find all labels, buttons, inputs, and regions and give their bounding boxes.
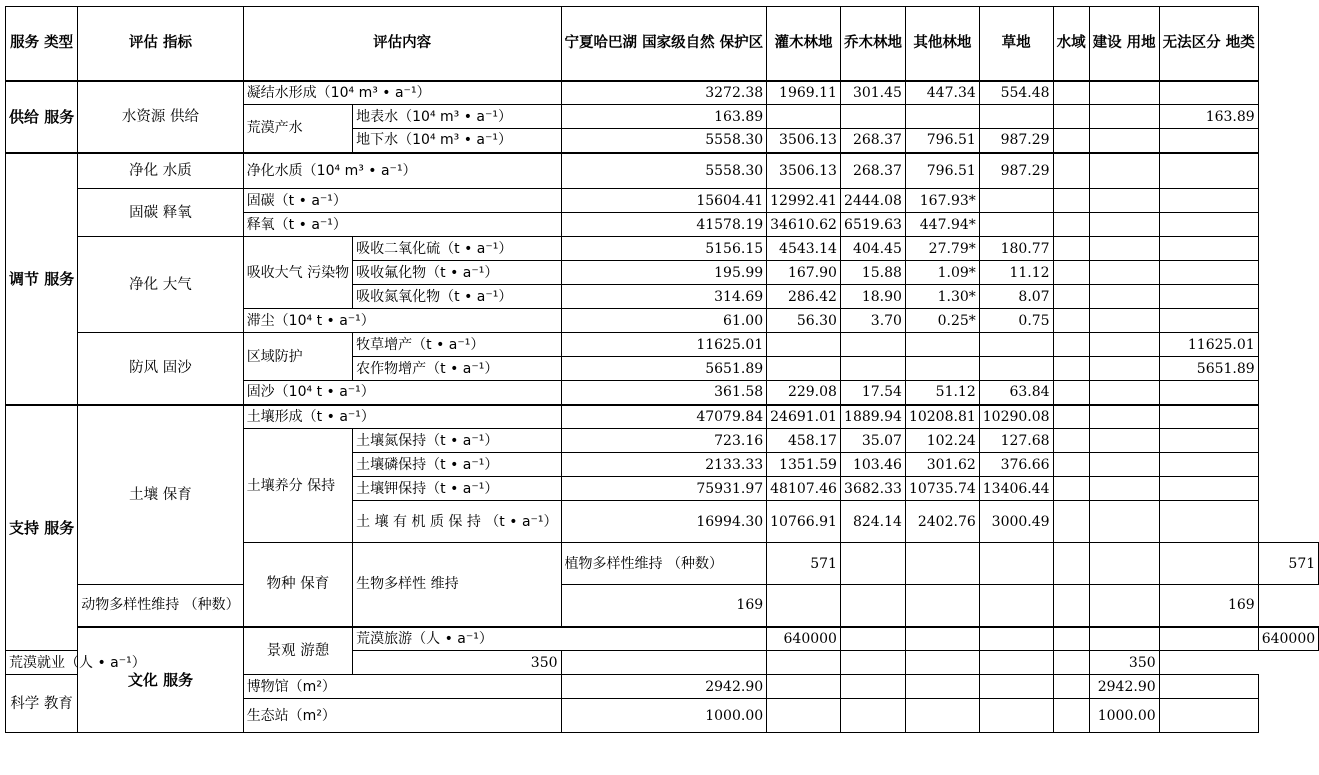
row-label-pasture: 牧草增产（t • a⁻¹） <box>353 333 561 357</box>
value-unclassified: 640000 <box>1258 627 1318 651</box>
value-shrub <box>840 543 905 585</box>
value-unclassified: 350 <box>1089 651 1159 675</box>
value-reserve: 169 <box>561 585 767 627</box>
value-unclassified <box>1159 189 1258 213</box>
value-reserve: 5156.15 <box>561 237 767 261</box>
value-shrub <box>767 675 841 699</box>
service-culture: 文化 服务 <box>78 627 243 733</box>
row-label-soilform: 土壤形成（t • a⁻¹） <box>243 405 561 429</box>
value-reserve: 3272.38 <box>561 81 767 105</box>
value-construction <box>1089 285 1159 309</box>
value-shrub: 167.90 <box>767 261 841 285</box>
value-forest: 15.88 <box>840 261 905 285</box>
value-unclassified: 5651.89 <box>1159 357 1258 381</box>
group-desert-water: 荒漠产水 <box>243 105 352 153</box>
value-water <box>979 651 1053 675</box>
value-forest <box>840 333 905 357</box>
value-forest: 2444.08 <box>840 189 905 213</box>
value-grass: 63.84 <box>979 381 1053 405</box>
row-label-crop: 农作物增产（t • a⁻¹） <box>353 357 561 381</box>
value-shrub <box>767 699 841 733</box>
value-forest <box>840 699 905 733</box>
group-regional-protection: 区域防护 <box>243 333 352 381</box>
row-label-nitrogen: 土壤氮保持（t • a⁻¹） <box>353 429 561 453</box>
value-grass <box>979 699 1053 733</box>
value-shrub: 3506.13 <box>767 153 841 189</box>
value-shrub <box>767 333 841 357</box>
value-shrub <box>767 357 841 381</box>
value-reserve: 2942.90 <box>561 675 767 699</box>
row-label-condense: 凝结水形成（10⁴ m³ • a⁻¹） <box>243 81 561 105</box>
value-grass <box>979 333 1053 357</box>
value-construction <box>1089 129 1159 153</box>
indicator-windbreak: 防风 固沙 <box>78 333 243 405</box>
value-other-forest <box>905 585 979 627</box>
value-forest: 6519.63 <box>840 213 905 237</box>
value-grass <box>905 651 979 675</box>
value-other-forest <box>905 675 979 699</box>
value-other-forest: 1.30* <box>905 285 979 309</box>
indicator-water-purify: 净化 水质 <box>78 153 243 189</box>
value-reserve: 11625.01 <box>561 333 767 357</box>
row-label-employ: 荒漠就业（人 • a⁻¹） <box>6 651 244 675</box>
value-reserve: 61.00 <box>561 309 767 333</box>
value-construction <box>1089 213 1159 237</box>
value-other-forest <box>840 651 905 675</box>
value-reserve: 47079.84 <box>561 405 767 429</box>
header-grass: 草地 <box>979 7 1053 81</box>
value-reserve: 2133.33 <box>561 453 767 477</box>
value-water <box>1053 357 1089 381</box>
value-other-forest <box>979 543 1053 585</box>
value-grass: 11.12 <box>979 261 1053 285</box>
value-water <box>1053 381 1089 405</box>
value-forest: 824.14 <box>840 501 905 543</box>
value-construction <box>1089 501 1159 543</box>
header-reserve: 宁夏哈巴湖 国家级自然 保护区 <box>561 7 767 81</box>
value-water <box>1053 309 1089 333</box>
value-unclassified <box>1159 501 1258 543</box>
value-grass: 554.48 <box>979 81 1053 105</box>
value-reserve: 361.58 <box>561 381 767 405</box>
value-construction <box>1089 405 1159 429</box>
value-construction <box>1159 543 1258 585</box>
value-other-forest: 796.51 <box>905 153 979 189</box>
row-label-station: 生态站（m²） <box>243 699 561 733</box>
value-construction <box>1089 357 1159 381</box>
value-grass: 13406.44 <box>979 477 1053 501</box>
value-other-forest <box>905 333 979 357</box>
header-unclassified: 无法区分 地类 <box>1159 7 1258 81</box>
row-label-nox: 吸收氮氧化物（t • a⁻¹） <box>353 285 561 309</box>
value-construction: 2942.90 <box>1089 675 1159 699</box>
value-unclassified <box>1159 309 1258 333</box>
header-service-type: 服务 类型 <box>6 7 78 81</box>
value-unclassified <box>1159 405 1258 429</box>
service-support: 支持 服务 <box>6 405 78 651</box>
value-other-forest: 10735.74 <box>905 477 979 501</box>
value-grass <box>1053 627 1089 651</box>
header-construction: 建设 用地 <box>1089 7 1159 81</box>
value-shrub: 229.08 <box>767 381 841 405</box>
table-row <box>6 333 1319 357</box>
value-unclassified <box>1159 153 1258 189</box>
value-construction <box>1053 651 1089 675</box>
row-label-potassium: 土壤钾保持（t • a⁻¹） <box>353 477 561 501</box>
value-grass: 10290.08 <box>979 405 1053 429</box>
row-label-ground: 地下水（10⁴ m³ • a⁻¹） <box>353 129 561 153</box>
value-grass: 3000.49 <box>979 501 1053 543</box>
value-water <box>1053 333 1089 357</box>
value-other-forest: 27.79* <box>905 237 979 261</box>
value-other-forest: 10208.81 <box>905 405 979 429</box>
value-unclassified: 163.89 <box>1159 105 1258 129</box>
value-water <box>1089 543 1159 585</box>
value-grass: 987.29 <box>979 153 1053 189</box>
row-label-phosphorus: 土壤磷保持（t • a⁻¹） <box>353 453 561 477</box>
value-shrub: 4543.14 <box>767 237 841 261</box>
value-construction <box>1089 309 1159 333</box>
indicator-landscape: 景观 游憩 <box>243 627 352 675</box>
value-reserve: 16994.30 <box>561 501 767 543</box>
value-forest: 1889.94 <box>840 405 905 429</box>
table-row <box>6 153 1319 189</box>
indicator-water-supply: 水资源 供给 <box>78 81 243 153</box>
value-grass: 987.29 <box>979 129 1053 153</box>
value-construction <box>1089 429 1159 453</box>
row-label-surface: 地表水（10⁴ m³ • a⁻¹） <box>353 105 561 129</box>
value-shrub <box>767 105 841 129</box>
value-shrub: 56.30 <box>767 309 841 333</box>
table-row <box>6 81 1319 105</box>
value-other-forest: 447.34 <box>905 81 979 105</box>
value-unclassified: 11625.01 <box>1159 333 1258 357</box>
value-unclassified <box>1159 285 1258 309</box>
value-other-forest: 51.12 <box>905 381 979 405</box>
value-water <box>1053 501 1089 543</box>
value-grass <box>979 357 1053 381</box>
value-forest: 404.45 <box>840 237 905 261</box>
value-construction <box>1089 189 1159 213</box>
value-construction <box>1159 627 1258 651</box>
value-other-forest: 301.62 <box>905 453 979 477</box>
row-label-museum: 博物馆（m²） <box>243 675 561 699</box>
value-unclassified <box>1159 699 1258 733</box>
value-shrub: 24691.01 <box>767 405 841 429</box>
row-label-purify: 净化水质（10⁴ m³ • a⁻¹） <box>243 153 561 189</box>
value-water <box>1053 213 1089 237</box>
header-water: 水域 <box>1053 7 1089 81</box>
row-label-tourism: 荒漠旅游（人 • a⁻¹） <box>353 627 767 651</box>
value-water <box>1053 405 1089 429</box>
header-indicator: 评估 指标 <box>78 7 243 81</box>
value-water <box>1053 261 1089 285</box>
value-grass <box>979 105 1053 129</box>
row-label-organic: 土 壤 有 机 质 保 持 （t • a⁻¹） <box>353 501 561 543</box>
value-forest: 18.90 <box>840 285 905 309</box>
value-unclassified <box>1159 81 1258 105</box>
value-water <box>1053 585 1089 627</box>
value-construction <box>1089 453 1159 477</box>
row-label-dust: 滞尘（10⁴ t • a⁻¹） <box>243 309 561 333</box>
value-reserve: 163.89 <box>561 105 767 129</box>
value-other-forest <box>905 105 979 129</box>
value-grass: 376.66 <box>979 453 1053 477</box>
value-other-forest: 0.25* <box>905 309 979 333</box>
value-construction <box>1089 477 1159 501</box>
row-label-hf: 吸收氟化物（t • a⁻¹） <box>353 261 561 285</box>
value-water <box>1053 285 1089 309</box>
value-shrub <box>840 627 905 651</box>
value-shrub: 1351.59 <box>767 453 841 477</box>
header-content: 评估内容 <box>243 7 561 81</box>
value-water <box>1053 237 1089 261</box>
value-reserve: 15604.41 <box>561 189 767 213</box>
value-forest <box>905 543 979 585</box>
value-forest <box>840 585 905 627</box>
value-reserve: 41578.19 <box>561 213 767 237</box>
value-other-forest: 447.94* <box>905 213 979 237</box>
value-grass: 127.68 <box>979 429 1053 453</box>
value-reserve: 75931.97 <box>561 477 767 501</box>
table-row <box>6 627 1319 651</box>
value-shrub <box>561 651 767 675</box>
indicator-science: 科学 教育 <box>6 675 78 733</box>
value-unclassified <box>1159 675 1258 699</box>
value-construction <box>1089 585 1159 627</box>
value-forest <box>905 627 979 651</box>
table-row <box>6 585 1319 627</box>
row-label-plant: 植物多样性维持 （种数） <box>561 543 767 585</box>
value-unclassified <box>1159 129 1258 153</box>
value-shrub: 3506.13 <box>767 129 841 153</box>
value-other-forest: 2402.76 <box>905 501 979 543</box>
row-label-carbon: 固碳（t • a⁻¹） <box>243 189 561 213</box>
value-shrub: 10766.91 <box>767 501 841 543</box>
value-construction <box>1089 381 1159 405</box>
value-other-forest: 1.09* <box>905 261 979 285</box>
value-forest <box>767 651 841 675</box>
value-grass <box>1053 543 1089 585</box>
row-label-oxygen: 释氧（t • a⁻¹） <box>243 213 561 237</box>
value-shrub: 48107.46 <box>767 477 841 501</box>
value-construction <box>1089 237 1159 261</box>
value-unclassified <box>1159 429 1258 453</box>
value-reserve: 571 <box>767 543 841 585</box>
value-water <box>1053 429 1089 453</box>
value-grass <box>979 675 1053 699</box>
indicator-species: 物种 保育 <box>243 543 352 627</box>
value-water <box>1053 81 1089 105</box>
value-unclassified <box>1159 261 1258 285</box>
value-forest: 3.70 <box>840 309 905 333</box>
value-construction <box>1089 333 1159 357</box>
value-forest: 35.07 <box>840 429 905 453</box>
value-shrub: 34610.62 <box>767 213 841 237</box>
service-supply: 供给 服务 <box>6 81 78 153</box>
value-construction <box>1089 261 1159 285</box>
value-shrub: 12992.41 <box>767 189 841 213</box>
header-other-forest: 其他林地 <box>905 7 979 81</box>
table-row <box>6 189 1319 213</box>
value-other-forest: 102.24 <box>905 429 979 453</box>
value-shrub: 286.42 <box>767 285 841 309</box>
value-forest <box>840 357 905 381</box>
value-water <box>1053 453 1089 477</box>
header-shrub: 灌木林地 <box>767 7 841 81</box>
value-construction <box>1089 81 1159 105</box>
value-other-forest: 796.51 <box>905 129 979 153</box>
value-shrub <box>767 585 841 627</box>
value-unclassified <box>1159 213 1258 237</box>
value-unclassified <box>1159 381 1258 405</box>
value-forest: 268.37 <box>840 153 905 189</box>
table-row <box>6 237 1319 261</box>
value-other-forest <box>905 357 979 381</box>
value-reserve: 640000 <box>767 627 841 651</box>
value-other-forest: 167.93* <box>905 189 979 213</box>
value-other-forest <box>905 699 979 733</box>
value-grass: 8.07 <box>979 285 1053 309</box>
value-grass: 180.77 <box>979 237 1053 261</box>
header-row <box>6 7 1319 81</box>
table-row <box>6 405 1319 429</box>
value-unclassified <box>1159 237 1258 261</box>
value-reserve: 1000.00 <box>561 699 767 733</box>
value-forest: 3682.33 <box>840 477 905 501</box>
value-water <box>1053 699 1089 733</box>
value-shrub: 1969.11 <box>767 81 841 105</box>
value-construction <box>1089 105 1159 129</box>
header-forest: 乔木林地 <box>840 7 905 81</box>
value-reserve: 350 <box>353 651 561 675</box>
value-water <box>1053 675 1089 699</box>
value-forest: 17.54 <box>840 381 905 405</box>
value-forest: 301.45 <box>840 81 905 105</box>
group-soil-nutrient: 土壤养分 保持 <box>243 429 352 543</box>
value-reserve: 314.69 <box>561 285 767 309</box>
row-label-animal: 动物多样性维持 （种数） <box>78 585 243 627</box>
value-water <box>1053 189 1089 213</box>
value-forest: 103.46 <box>840 453 905 477</box>
value-shrub: 458.17 <box>767 429 841 453</box>
value-grass <box>979 213 1053 237</box>
value-reserve: 5651.89 <box>561 357 767 381</box>
value-grass <box>979 189 1053 213</box>
value-water <box>1089 627 1159 651</box>
value-reserve: 5558.30 <box>561 129 767 153</box>
group-air-pollutant: 吸收大气 污染物 <box>243 237 352 309</box>
value-forest: 268.37 <box>840 129 905 153</box>
row-label-so2: 吸收二氧化硫（t • a⁻¹） <box>353 237 561 261</box>
value-forest <box>840 105 905 129</box>
table-row <box>6 651 1319 675</box>
indicator-soil: 土壤 保育 <box>78 405 243 585</box>
value-grass <box>979 585 1053 627</box>
value-grass: 0.75 <box>979 309 1053 333</box>
value-reserve: 5558.30 <box>561 153 767 189</box>
value-water <box>1053 153 1089 189</box>
row-label-sand: 固沙（10⁴ t • a⁻¹） <box>243 381 561 405</box>
value-reserve: 723.16 <box>561 429 767 453</box>
value-construction: 1000.00 <box>1089 699 1159 733</box>
value-water <box>1053 129 1089 153</box>
value-water <box>1053 477 1089 501</box>
value-reserve: 195.99 <box>561 261 767 285</box>
value-construction <box>1089 153 1159 189</box>
value-other-forest <box>979 627 1053 651</box>
service-regulate: 调节 服务 <box>6 153 78 405</box>
value-forest <box>840 675 905 699</box>
value-unclassified <box>1159 477 1258 501</box>
indicator-carbon-oxygen: 固碳 释氧 <box>78 189 243 237</box>
value-unclassified <box>1159 453 1258 477</box>
ecosystem-service-table <box>5 6 1319 733</box>
value-unclassified: 169 <box>1159 585 1258 627</box>
indicator-air-purify: 净化 大气 <box>78 237 243 333</box>
group-biodiversity: 生物多样性 维持 <box>353 543 561 627</box>
value-water <box>1053 105 1089 129</box>
value-unclassified: 571 <box>1258 543 1318 585</box>
